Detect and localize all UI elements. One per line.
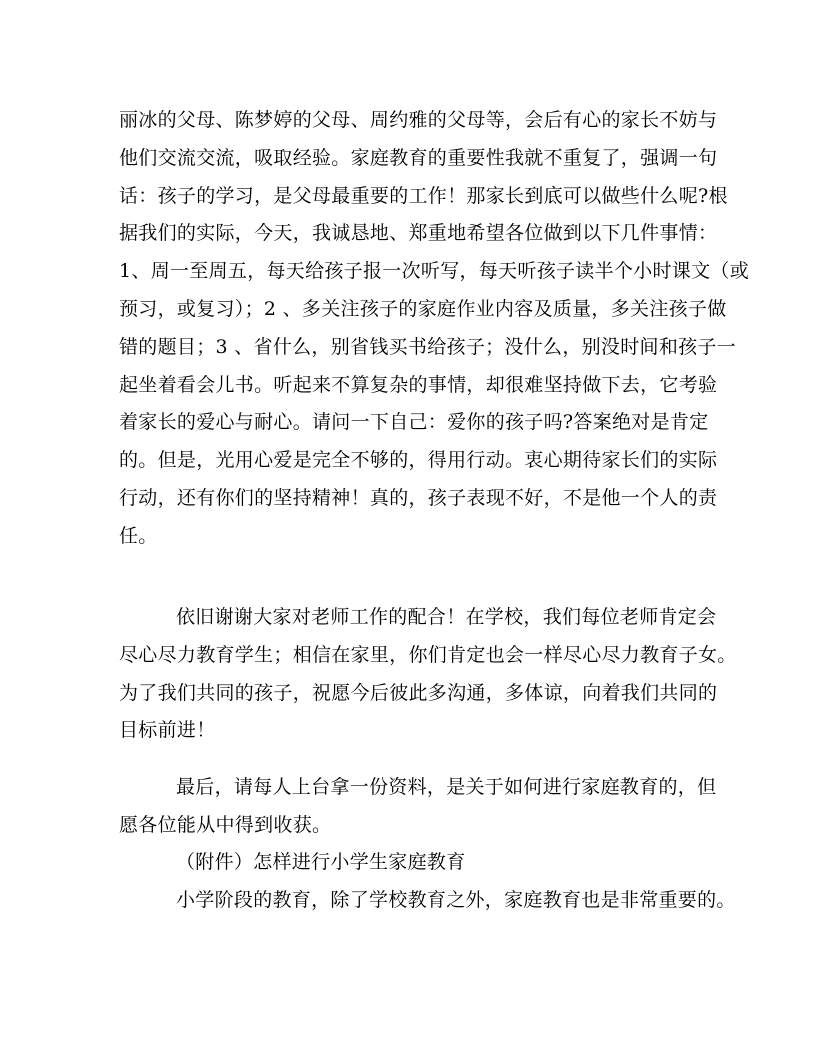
text-line: 的。但是，光用心爱是完全不够的，得用行动。衷心期待家长们的实际 [119, 449, 718, 472]
text-line: 起坐着看会儿书。听起来不算复杂的事情，却很难坚持做下去，它考验 [119, 373, 718, 396]
text-line: 着家长的爱心与耐心。请问一下自己：爱你的孩子吗?答案绝对是肯定 [119, 411, 709, 434]
text-line: 尽心尽力教育学生；相信在家里，你们肯定也会一样尽心尽力教育子女。 [119, 643, 737, 666]
appendix-heading [119, 844, 699, 882]
text-line: 预习，或复习）；2 、多关注孩子的家庭作业内容及质量，多关注孩子做 [119, 297, 727, 320]
text-line: 错的题目；3 、省什么，别省钱买书给孩子；没什么，别没时间和孩子一 [119, 335, 737, 358]
text-line: 任。 [119, 524, 158, 547]
paragraph-closing [119, 769, 717, 845]
text-line: 最后，请每人上台拿一份资料，是关于如何进行家庭教育的，但 [176, 776, 717, 798]
paragraph-thanks [119, 599, 737, 750]
text-line: 愿各位能从中得到收获。 [119, 813, 332, 836]
text-line: 据我们的实际，今天，我诚恳地、郑重地希望各位做到以下几件事情： [119, 222, 718, 245]
text-line: 话：孩子的学习，是父母最重要的工作！那家长到底可以做些什么呢?根 [119, 184, 728, 207]
paragraph-appendix-intro [119, 882, 736, 920]
text-line: 1、周一至周五，每天给孩子报一次听写，每天听孩子读半个小时课文（或 [119, 260, 749, 283]
text-line: 目标前进！ [119, 719, 216, 742]
text-line: 为了我们共同的孩子，祝愿今后彼此多沟通，多体谅，向着我们共同的 [119, 681, 718, 704]
appendix-title: （附件）怎样进行小学生家庭教育 [176, 851, 466, 873]
text-line: 依旧谢谢大家对老师工作的配合！在学校，我们每位老师肯定会 [176, 606, 717, 628]
text-line: 行动，还有你们的坚持精神！真的，孩子表现不好，不是他一个人的责 [119, 486, 718, 509]
text-line: 小学阶段的教育，除了学校教育之外，家庭教育也是非常重要的。 [176, 889, 736, 911]
text-line: 他们交流交流，吸取经验。家庭教育的重要性我就不重复了，强调一句 [119, 146, 718, 169]
text-line: 丽冰的父母、陈梦婷的父母、周约雅的父母等，会后有心的家长不妨与 [119, 109, 718, 131]
paragraph-parent-meeting-speech [119, 102, 749, 556]
